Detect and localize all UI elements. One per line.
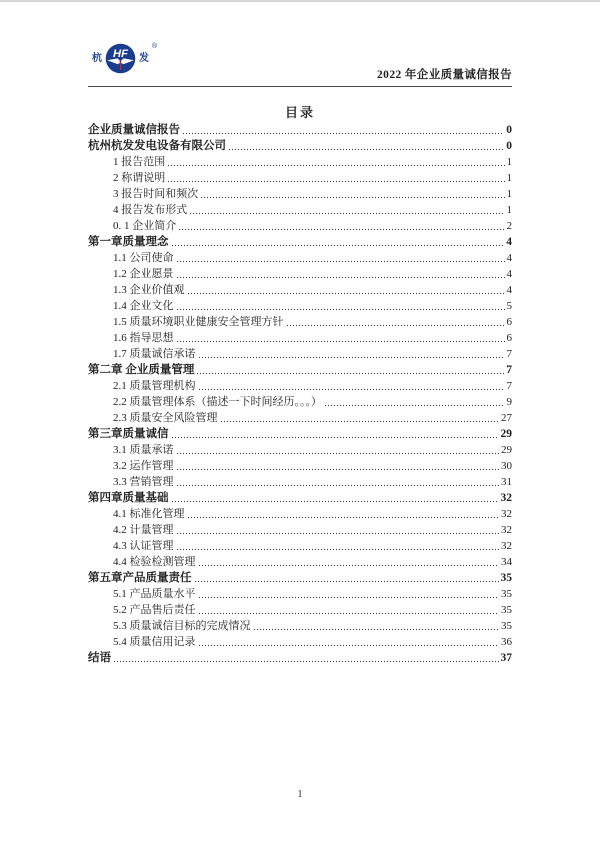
toc-entry-label: 4 报告发布形式 (113, 204, 188, 216)
toc-entry (88, 473, 512, 489)
toc-entry (88, 265, 512, 281)
page-footer (0, 789, 600, 800)
toc-entry (88, 649, 512, 665)
toc-dot-leader (176, 457, 500, 473)
page-number: 1 (297, 789, 303, 800)
toc-entry-page: 1 (506, 172, 512, 184)
toc-entry-page: 7 (506, 348, 512, 360)
toc-entry (88, 137, 512, 153)
toc-dot-leader (176, 473, 500, 489)
toc-dot-leader (187, 505, 500, 521)
toc-entry-page: 35 (501, 588, 512, 600)
toc-entry (88, 329, 512, 345)
toc-entry (88, 233, 512, 249)
toc-entry-page: 36 (501, 636, 512, 648)
toc-dot-leader (167, 153, 504, 169)
toc-entry-label: 3.1 质量承诺 (113, 444, 174, 456)
toc-entry-label: 1.4 企业文化 (113, 300, 174, 312)
toc-entry (88, 409, 512, 425)
toc-entry-label: 2.1 质量管理机构 (113, 380, 196, 392)
toc-entry-page: 5 (506, 300, 512, 312)
toc-entry-label: 1.3 企业价值观 (113, 284, 185, 296)
toc-dot-leader (171, 425, 499, 441)
toc-dot-leader (182, 121, 504, 137)
toc-entry-page: 0 (506, 140, 512, 152)
toc-dot-leader (198, 345, 505, 361)
toc-dot-leader (194, 569, 499, 585)
toc-dot-leader (198, 553, 500, 569)
toc-entry-label: 1.7 质量诚信承诺 (113, 348, 196, 360)
toc-entry (88, 185, 512, 201)
toc-entry-label: 5.3 质量诚信目标的完成情况 (113, 620, 251, 632)
toc-entry-label: 3.3 营销管理 (113, 476, 174, 488)
toc-dot-leader (176, 521, 500, 537)
toc-entry-page: 6 (506, 316, 512, 328)
toc-entry-label: 2 称谓说明 (113, 172, 166, 184)
registered-trademark-icon: ® (152, 43, 158, 50)
toc-entry-page: 30 (501, 460, 512, 472)
toc-entry (88, 217, 512, 233)
toc-entry-page: 32 (501, 540, 512, 552)
toc-entry-label: 3.2 运作管理 (113, 460, 174, 472)
toc-entry-page: 29 (500, 428, 512, 440)
toc-entry-page: 4 (506, 284, 512, 296)
toc-dot-leader (196, 361, 504, 377)
toc-entry (88, 393, 512, 409)
toc-entry (88, 537, 512, 553)
toc-entry (88, 361, 512, 377)
toc-entry-page: 31 (501, 476, 512, 488)
toc-entry-page: 29 (501, 444, 512, 456)
toc-dot-leader (324, 393, 505, 409)
toc-entry-label: 2.3 质量安全风险管理 (113, 412, 218, 424)
toc-entry (88, 601, 512, 617)
toc-dot-leader (176, 249, 505, 265)
toc-dot-leader (176, 537, 500, 553)
toc-entry-page: 4 (506, 236, 512, 248)
toc-entry (88, 505, 512, 521)
toc-entry-page: 6 (506, 332, 512, 344)
hf-emblem-text: HF (113, 48, 128, 61)
toc-dot-leader (171, 233, 505, 249)
toc-entry-label: 第一章质量理念 (88, 236, 169, 248)
toc-entry-label: 4.3 认证管理 (113, 540, 174, 552)
toc-title: 目录 (284, 105, 315, 120)
toc-entry-label: 0. 1 企业简介 (113, 220, 177, 232)
toc-entry (88, 489, 512, 505)
toc-entry-label: 1.1 公司使命 (113, 252, 174, 264)
toc-entry-page: 7 (506, 364, 512, 376)
toc-entry-label: 4.4 检验检测管理 (113, 556, 196, 568)
toc-entry-page: 2 (506, 220, 512, 232)
toc-entry-label: 5.2 产品售后责任 (113, 604, 196, 616)
toc-dot-leader (286, 313, 505, 329)
toc-entry (88, 297, 512, 313)
toc-entry-label: 3 报告时间和频次 (113, 188, 199, 200)
header-divider (88, 86, 512, 87)
toc-entry-label: 5.1 产品质量水平 (113, 588, 196, 600)
toc-entry (88, 617, 512, 633)
toc-dot-leader (187, 281, 505, 297)
toc-entry-page: 0 (506, 124, 512, 136)
toc-dot-leader (198, 585, 500, 601)
toc-entry (88, 457, 512, 473)
toc-entry-label: 第三章质量诚信 (88, 428, 169, 440)
toc-dot-leader (113, 649, 499, 665)
toc-entry-label: 1 报告范围 (113, 156, 166, 168)
toc-dot-leader (167, 169, 504, 185)
toc-dot-leader (176, 441, 500, 457)
toc-entry-label: 企业质量诚信报告 (88, 124, 180, 136)
toc-dot-leader (198, 601, 500, 617)
hf-emblem-icon (105, 43, 136, 74)
toc-entry (88, 633, 512, 649)
page-header (88, 38, 512, 86)
toc-dot-leader (198, 633, 500, 649)
toc-entry-label: 1.2 企业愿景 (113, 268, 174, 280)
toc-entry (88, 313, 512, 329)
toc-dot-leader (228, 137, 504, 153)
toc-dot-leader (176, 297, 505, 313)
toc-entry (88, 585, 512, 601)
toc-dot-leader (178, 217, 504, 233)
toc-entry-page: 4 (506, 268, 512, 280)
toc-entry-label: 1.5 质量环境职业健康安全管理方针 (113, 316, 284, 328)
toc-entry-label: 1.6 指导思想 (113, 332, 174, 344)
toc-entry (88, 441, 512, 457)
toc-dot-leader (253, 617, 500, 633)
toc-entry (88, 521, 512, 537)
toc-entry-page: 32 (501, 524, 512, 536)
toc-entry-label: 结语 (88, 652, 111, 664)
toc-entry-label: 第五章产品质量责任 (88, 572, 192, 584)
toc-entry-page: 34 (501, 556, 512, 568)
toc-entry (88, 201, 512, 217)
toc-dot-leader (176, 329, 505, 345)
toc-entry-label: 杭州杭发发电设备有限公司 (88, 140, 226, 152)
toc-entry-page: 7 (506, 380, 512, 392)
toc-entry-page: 1 (506, 204, 512, 216)
toc-entry (88, 153, 512, 169)
toc-entry-page: 1 (506, 188, 512, 200)
toc-dot-leader (189, 201, 504, 217)
logo-right-char: 发 (139, 52, 149, 64)
report-header-title: 2022 年企业质量诚信报告 (377, 69, 512, 81)
toc-entry-page: 35 (500, 572, 512, 584)
toc-entry (88, 281, 512, 297)
toc-dot-leader (198, 377, 505, 393)
scan-edge (0, 0, 600, 2)
toc-entry-page: 35 (501, 620, 512, 632)
toc-entry-label: 第二章 企业质量管理 (88, 364, 195, 376)
toc-entry-label: 5.4 质量信用记录 (113, 636, 196, 648)
logo-left-char: 杭 (92, 52, 102, 64)
toc-entry (88, 121, 512, 137)
toc-entry-page: 32 (500, 492, 512, 504)
company-logo (92, 43, 158, 74)
toc-dot-leader (176, 265, 505, 281)
toc-entry-page: 4 (506, 252, 512, 264)
toc-dot-leader (220, 409, 500, 425)
toc-entry (88, 249, 512, 265)
toc-entry-page: 32 (501, 508, 512, 520)
toc-entry-label: 4.2 计量管理 (113, 524, 174, 536)
toc-entry (88, 377, 512, 393)
toc-list (88, 121, 512, 665)
toc-entry-page: 37 (500, 652, 512, 664)
toc-entry (88, 169, 512, 185)
toc-entry-label: 2.2 质量管理体系（描述一下时间经历。。。） (113, 396, 322, 408)
toc-dot-leader (200, 185, 504, 201)
toc-entry-label: 第四章质量基础 (88, 492, 169, 504)
toc-entry (88, 553, 512, 569)
toc-entry (88, 569, 512, 585)
toc-entry-page: 9 (506, 396, 512, 408)
toc-entry-page: 27 (501, 412, 512, 424)
toc-entry (88, 425, 512, 441)
toc-entry-label: 4.1 标准化管理 (113, 508, 185, 520)
toc-entry-page: 1 (506, 156, 512, 168)
toc-dot-leader (171, 489, 499, 505)
toc-entry-page: 35 (501, 604, 512, 616)
toc-entry (88, 345, 512, 361)
